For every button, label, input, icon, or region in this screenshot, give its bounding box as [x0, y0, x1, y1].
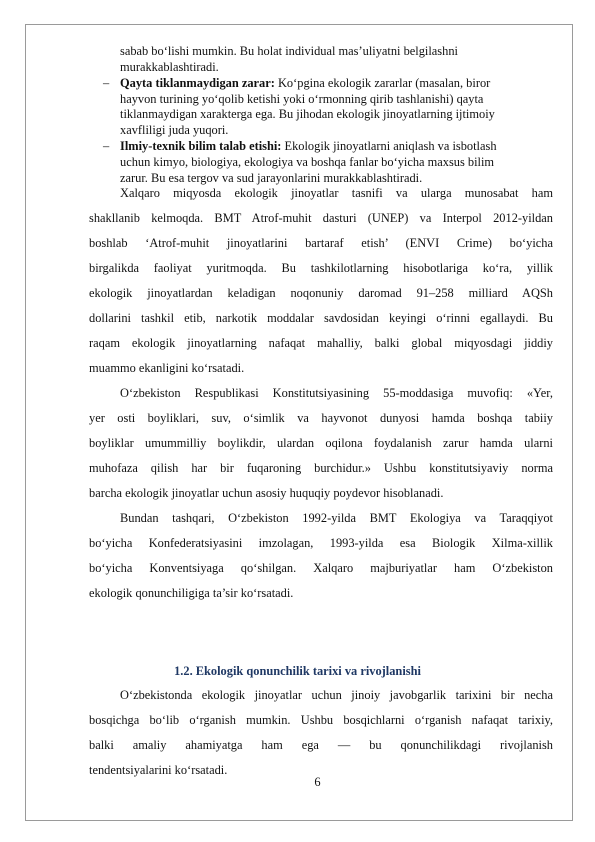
paragraph-line: birgalikda faoliyat yuritmoqda. Bu tashkilotlarning hisobotlariga ko‘ra, yillik: [89, 261, 553, 275]
list-item-line: tiklanmaydigan xarakterga ega. Bu jihodan ekologik jinoyatlarning ijtimoiy: [120, 107, 495, 121]
paragraph-line: raqam ekologik jinoyatlarning nafaqat mahalliy, balki global miqyosdagi jiddiy: [89, 336, 553, 350]
paragraph-line: O‘zbekistonda ekologik jinoyatlar uchun jinoiy javobgarlik tarixini bir necha: [120, 688, 553, 702]
list-item-term: Qayta tiklanmaydigan zarar:: [120, 76, 275, 90]
paragraph-line: boshlab ‘Atrof-muhit jinoyatlarini bartaraf etish’ (ENVI Crime) bo‘yicha: [89, 236, 553, 250]
paragraph-line: tendentsiyalarini ko‘rsatadi.: [89, 763, 228, 777]
paragraph-line: Bundan tashqari, O‘zbekiston 1992-yilda BMT Ekologiya va Taraqqiyot: [120, 511, 553, 525]
paragraph-line: bo‘yicha Konventsiyaga qo‘shilgan. Xalqaro majburiyatlar ham O‘zbekiston: [89, 561, 553, 575]
list-item-line: uchun kimyo, biologiya, ekologiya va boshqa fanlar bo‘yicha maxsus bilim: [120, 155, 495, 169]
section-heading: 1.2. Ekologik qonunchilik tarixi va rivojlanishi: [174, 664, 421, 678]
paragraph-line: balki amaliy ahamiyatga ham ega — bu qonunchilikdagi rivojlanish: [89, 738, 553, 752]
list-item-first-line: [120, 76, 490, 90]
paragraph-line: dollarini tashkil etib, narkotik moddalar savdosidan keyingi o‘rinni egallaydi. Bu: [89, 311, 553, 325]
list-item-term: Ilmiy-texnik bilim talab etishi:: [120, 139, 282, 153]
paragraph-line: Xalqaro miqyosda ekologik jinoyatlar tasnifi va ularga munosabat ham: [120, 186, 553, 200]
paragraph-line: bo‘yicha Konfederatsiyasini imzolagan, 1993-yilda esa Biologik Xilma-xillik: [89, 536, 553, 550]
page-number: 6: [314, 775, 321, 789]
paragraph-line: muhofaza qilish har bir fuqaroning burchidur.» Ushbu konstitutsiyaviy norma: [89, 461, 553, 475]
paragraph-line: ekologik qonunchiligiga ta’sir ko‘rsatadi.: [89, 586, 294, 600]
paragraph-line: muammo ekanligini ko‘rsatadi.: [89, 361, 245, 375]
paragraph-line: barcha ekologik jinoyatlar uchun asosiy huquqiy poydevor hisoblanadi.: [89, 486, 444, 500]
paragraph-line: yer osti boyliklari, suv, o‘simlik va hayvonot dunyosi hamda boshqa tabiiy: [89, 411, 553, 425]
list-bullet: –: [103, 76, 110, 90]
list-continuation-line: sabab bo‘lishi mumkin. Bu holat individual mas’uliyatni belgilashni: [120, 44, 458, 58]
paragraph-line: shakllanib kelmoqda. BMT Atrof-muhit dasturi (UNEP) va Interpol 2012-yildan: [89, 211, 553, 225]
list-item-line: zarur. Bu esa tergov va sud jarayonlarini murakkablashtiradi.: [120, 171, 423, 185]
list-item-text: Ko‘pgina ekologik zararlar (masalan, biror: [274, 76, 491, 90]
list-item-line: xavfliligi juda yuqori.: [120, 123, 229, 137]
list-bullet: –: [103, 139, 110, 153]
paragraph-line: boyliklar umummilliy boylikdir, ulardan oqilona foydalanish zarur hamda ularni: [89, 436, 553, 450]
paragraph-line: O‘zbekiston Respublikasi Konstitutsiyasining 55-moddasiga muvofiq: «Yer,: [120, 386, 553, 400]
paragraph-line: bosqichga bo‘lib o‘rganish mumkin. Ushbu bosqichlarni o‘rganish nafaqat tarixiy,: [89, 713, 553, 727]
list-item-text: Ekologik jinoyatlarni aniqlash va isbotlash: [281, 139, 497, 153]
list-continuation-line: murakkablashtiradi.: [120, 60, 219, 74]
list-item-line: hayvon turining yo‘qolib ketishi yoki o‘rmonning qirib tashlanishi) qayta: [120, 92, 484, 106]
paragraph-line: ekologik jinoyatlardan keladigan noqonuniy daromad 91–258 milliard AQSh: [89, 286, 553, 300]
list-item-first-line: [120, 139, 497, 153]
